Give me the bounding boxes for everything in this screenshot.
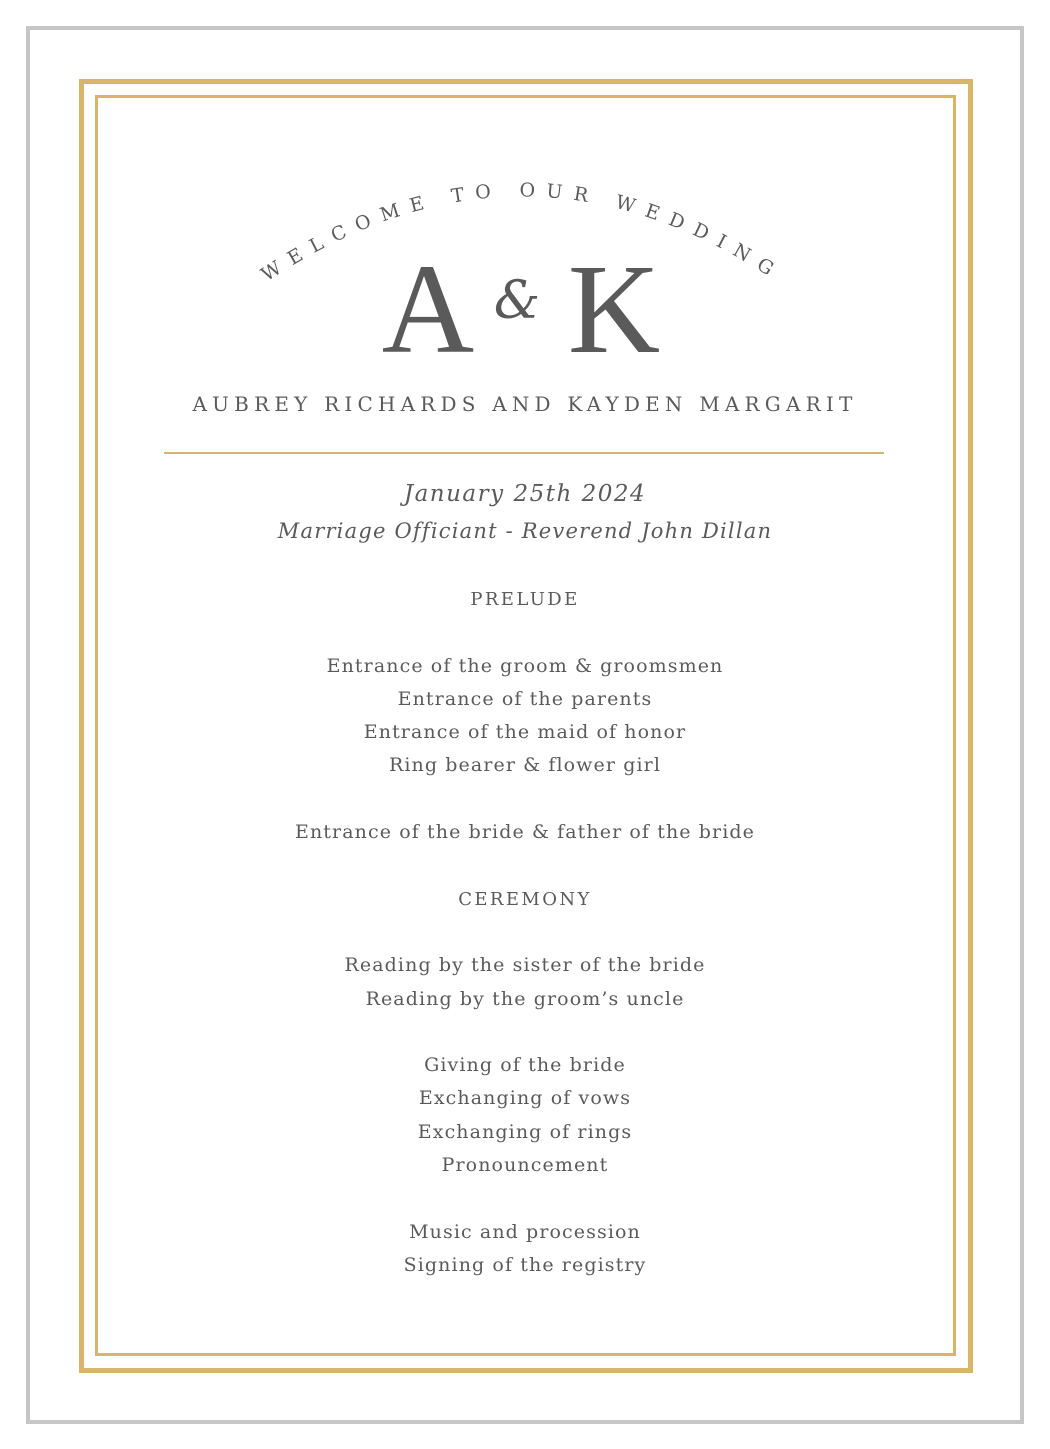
monogram-ampersand: & bbox=[493, 271, 541, 331]
program-item: Music and procession bbox=[409, 1220, 641, 1243]
program-item: Exchanging of rings bbox=[417, 1120, 633, 1143]
program-item: Entrance of the maid of honor bbox=[363, 721, 687, 744]
program-item: Entrance of the parents bbox=[397, 687, 653, 710]
couple-names: AUBREY RICHARDS AND KAYDEN MARGARIT bbox=[192, 392, 858, 416]
gold-divider bbox=[164, 452, 884, 454]
program-item: Exchanging of vows bbox=[418, 1087, 632, 1110]
officiant-line: Marriage Officiant - Reverend John Dillan bbox=[277, 519, 773, 543]
prelude-heading: PRELUDE bbox=[470, 589, 580, 610]
monogram-first-initial: A bbox=[381, 238, 475, 380]
program-item: Ring bearer & flower girl bbox=[388, 754, 662, 777]
program-list bbox=[0, 583, 1050, 1282]
ceremony-heading: CEREMONY bbox=[458, 888, 592, 910]
program-item: Signing of the registry bbox=[403, 1253, 647, 1276]
program-item: Giving of the bride bbox=[424, 1054, 626, 1077]
program-item: Reading by the groom’s uncle bbox=[365, 987, 685, 1010]
program-item: Entrance of the bride & father of the bride bbox=[295, 821, 755, 844]
wedding-date: January 25th 2024 bbox=[403, 481, 647, 507]
program-item: Entrance of the groom & groomsmen bbox=[326, 654, 724, 677]
welcome-arc-text: WELCOME TO OUR WEDDING bbox=[257, 179, 787, 287]
program-item: Pronouncement bbox=[441, 1154, 609, 1177]
program-item: Reading by the sister of the bride bbox=[344, 954, 706, 977]
monogram-second-initial: K bbox=[567, 238, 661, 380]
header-art bbox=[0, 0, 1050, 420]
